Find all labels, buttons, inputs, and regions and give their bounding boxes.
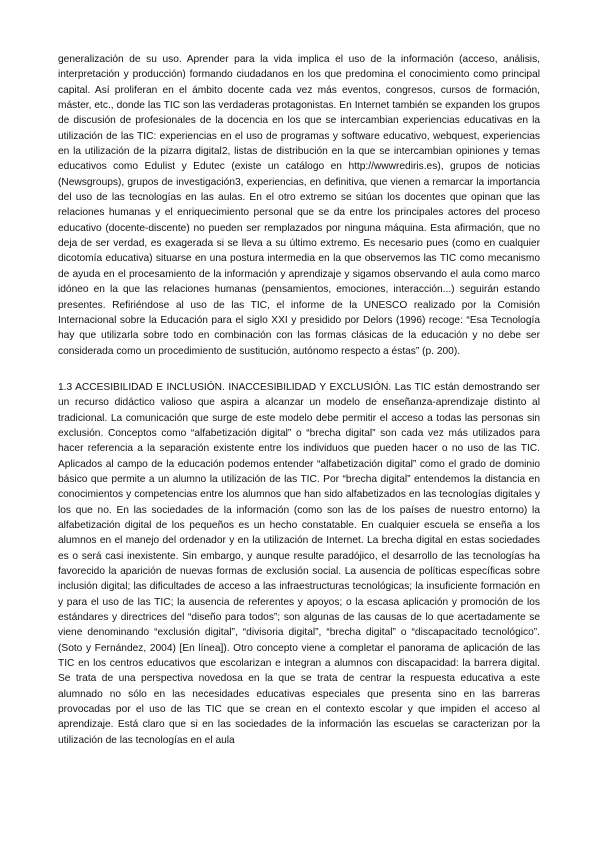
body-paragraph-1 — [58, 52, 540, 359]
paragraph-spacer — [58, 359, 540, 380]
paragraph-1-text: generalización de su uso. Aprender para la vida implica el uso de la información (acceso, análisis, interpretación y producción) formando ciudadanos en los que predomina el conocimiento como principal capital. Así proliferan en el ámbito docente cada vez más eventos, congresos, cursos de formación, máster, etc., donde las TIC son las verdaderas protagonistas. En Internet también se expanden los grupos de discusión de profesionales de la docencia en los que se intercambian experiencias educativas en la utilización de las TIC: experiencias en el uso de programas y software educativo, webquest, experiencias en la utilización de la pizarra digital2, listas de distribución en la que se intercambian opiniones y temas educativos como Edulist y Edutec (existe un catálogo en http://wwwrediris.es), grupos de noticias (Newsgroups), grupos de investigación3, experiencias, en definitiva, que vienen a remarcar la importancia del uso de las tecnologías en las aulas. En el otro extremo se sitúan los docentes que opinan que las relaciones humanas y el enriquecimiento personal que se da entre los principales actores del proceso educativo (docente-discente) no pueden ser remplazados por ninguna máquina. Esta afirmación, que no deja de ser verdad, es exagerada si se lleva a su último extremo. Es necesario pues (como en cualquier dicotomía educativa) situarse en una postura intermedia en la que observemos las TIC como mecanismo de ayuda en el procesamiento de la información y aprendizaje y sigamos observando el aula como marco idóneo en la que las relaciones humanas (pensamientos, emociones, interacción...) seguirán estando presentes. Refiriéndose al uso de las TIC, el informe de la UNESCO realizado por la Comisión Internacional sobre la Educación para el siglo XXI y presidido por Delors (1996) recoge: “Esa Tecnología hay que utilizarla sobre todo en combinación con las formas clásicas de la educación y no debe ser considerada como un procedimiento de sustitución, autónomo respecto a éstas” (p. 200). — [58, 54, 540, 357]
paragraph-2-text: Las TIC están demostrando ser un recurso didáctico valioso que aspira a alcanzar un modelo de enseñanza-aprendizaje distinto al tradicional. La comunicación que surge de este modelo debe permitir el acceso a todas las personas sin exclusión. Conceptos como “alfabetización digital” o “brecha digital” son cada vez más utilizados para hacer referencia a la separación existente entre los individuos que pueden hacer o no uso de las TIC. Aplicados al campo de la educación podemos entender “alfabetización digital” como el grado de dominio básico que permite a un alumno la utilización de las TIC. Por “brecha digital” entendemos la distancia en conocimientos y competencias entre los alumnos que han sido alfabetizados en las tecnologías digitales y los que no. En las sociedades de la información (como son las de los países de nuestro entorno) la alfabetización digital de los pequeños es un hecho constatable. En cualquier escuela se enseña a los alumnos en el manejo del ordenador y en la utilización de Internet. La brecha digital en estas sociedades es o será casi inexistente. Sin embargo, y aunque resulte paradójico, el desarrollo de las tecnologías ha favorecido la aparición de nuevas formas de exclusión social. La ausencia de políticas específicas sobre inclusión digital; las dificultades de acceso a las infraestructuras tecnológicas; la insuficiente formación en y para el uso de las TIC; la ausencia de referentes y apoyos; o la escasa aplicación y promoción de los estándares y directrices del “diseño para todos”; son algunas de las causas de lo que acertadamente se viene denominando “exclusión digital”, “divisoria digital”, “brecha digital” o “discapacitado tecnológico”. (Soto y Fernández, 2004) [En línea]). Otro concepto viene a completar el panorama de aplicación de las TIC en los centros educativos que escolarizan e integran a alumnos con discapacidad: la barrera digital. Se trata de una perspectiva novedosa en la que se trata de centrar la respuesta educativa a este alumnado no sólo en las necesidades educativas especiales que presenta sino en las barreras provocadas por el uso de las TIC que se crean en el contexto escolar y que impiden el acceso al aprendizaje. Está claro que si en las sociedades de la información las escuelas se caracterizan por la utilización de las tecnologías en el aula — [58, 381, 540, 746]
body-paragraph-2 — [58, 380, 540, 748]
section-heading-1-3: 1.3 ACCESIBILIDAD E INCLUSIÓN. INACCESIBILIDAD Y EXCLUSIÓN. — [58, 381, 395, 393]
